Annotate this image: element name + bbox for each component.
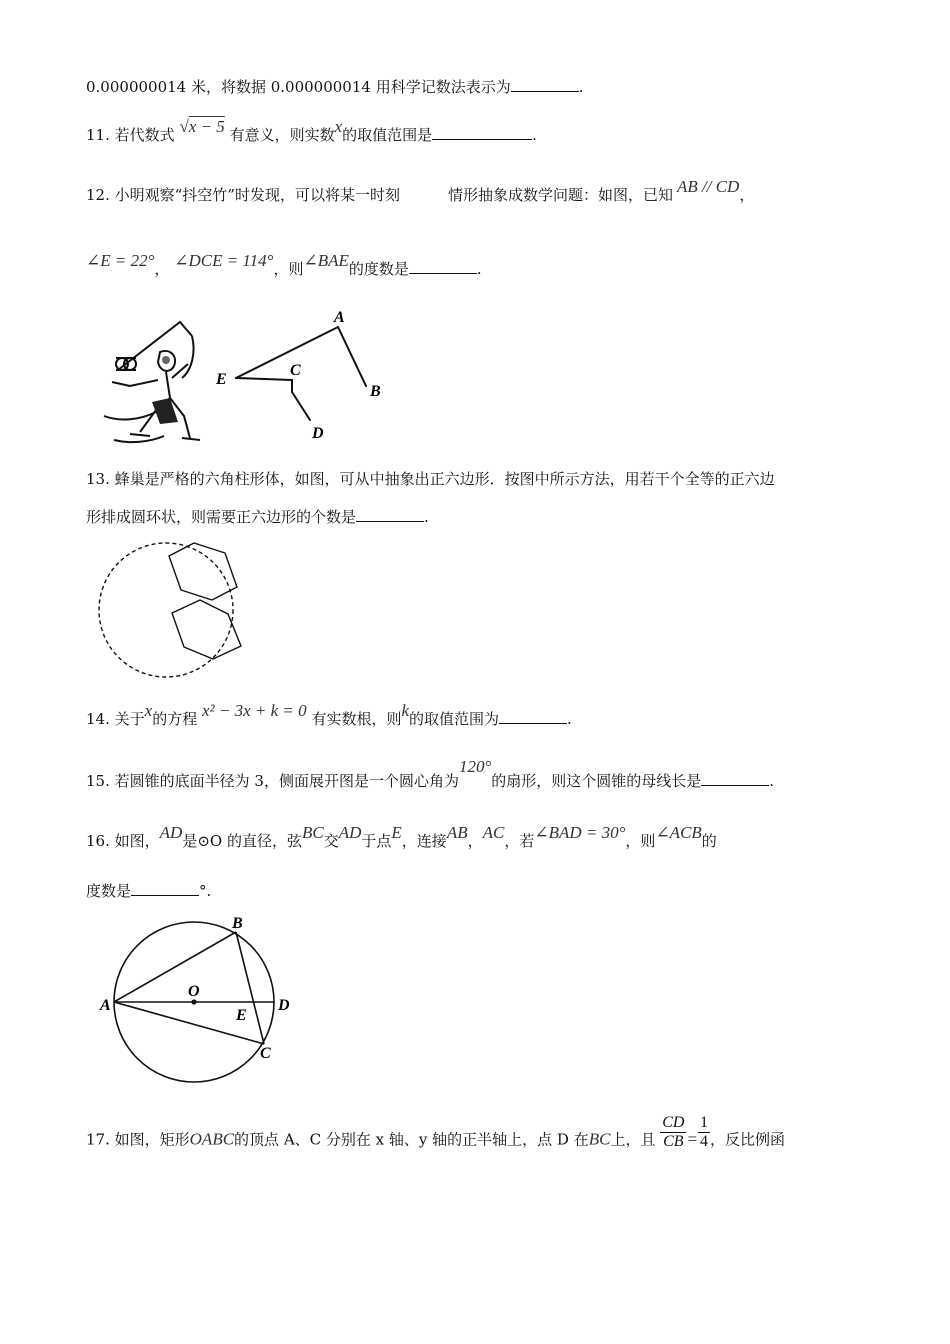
q16-circle-figure: [96, 912, 296, 1088]
q16-line1: 16. 如图，AD是⊙O 的直径，弦BC交AD于点E，连接AB，AC，若∠BAD = 30°，则∠ACB的: [86, 823, 717, 850]
q15-answer-blank[interactable]: [701, 771, 769, 786]
q16-number: 16.: [86, 832, 110, 850]
center-dot: [191, 999, 196, 1004]
q10-tail-line: 0.000000014 米，将数据 0.000000014 用科学记数法表示为 .: [86, 78, 584, 96]
label-c: C: [260, 1045, 271, 1062]
label-d: D: [312, 425, 324, 442]
q12-geometry-figure: [210, 300, 390, 446]
segment-cd: [292, 392, 310, 420]
label-o: O: [188, 983, 200, 1000]
q15-line: 15. 若圆锥的底面半径为 3，侧面展开图是一个圆心角为120°的扇形，则这个圆锥的母线长是 .: [86, 757, 775, 790]
q13-number: 13.: [86, 470, 110, 488]
q13-answer-blank[interactable]: [356, 507, 424, 522]
q12-angle-bae: ∠BAE: [303, 251, 349, 270]
label-d: D: [278, 997, 290, 1014]
dashed-circle: [99, 543, 233, 677]
label-b: B: [370, 383, 381, 400]
q14-answer-blank[interactable]: [499, 709, 567, 724]
q16-condition: ∠BAD = 30°: [534, 823, 626, 842]
q10-answer-blank[interactable]: [511, 77, 579, 92]
q12-number: 12.: [86, 186, 110, 204]
label-a: A: [334, 309, 345, 326]
q12-line1: 12. 小明观察“抖空竹”时发现，可以将某一时刻 情形抽象成数学问题：如图，已知 AB // CD，: [86, 177, 755, 204]
q17-line: 17. 如图，矩形OABC的顶点 A、C 分别在 x 轴、y 轴的正半轴上，点 D 在BC上，且 $\frac{CD}{CB}$ = $\frac{1}{4}$ ，反比例函: [86, 1114, 785, 1150]
hexagon-lower: [172, 600, 241, 659]
q13-hexagon-ring-figure: [96, 540, 262, 682]
q12-parallel-condition: AB // CD: [677, 177, 740, 196]
q17-number: 17.: [86, 1130, 110, 1149]
q12-line2: ∠E = 22°， ∠DCE = 114°，则∠BAE的度数是 .: [86, 251, 482, 278]
chord-bc: [236, 932, 264, 1044]
label-c: C: [290, 362, 301, 379]
segment-ec: [236, 378, 292, 380]
q16-line2: 度数是 °.: [86, 882, 212, 900]
q14-equation: x² − 3x + k = 0: [202, 701, 307, 720]
q11-line: 11. 若代数式 √x − 5 有意义，则实数x的取值范围是 .: [86, 117, 537, 144]
label-a: A: [100, 997, 111, 1014]
diabolo-player-illustration: [100, 312, 204, 448]
q15-number: 15.: [86, 772, 110, 790]
q16-answer-blank[interactable]: [131, 881, 199, 896]
q11-radical: √x − 5: [179, 117, 225, 136]
q12-angle-dce: ∠DCE = 114°: [174, 251, 274, 270]
q13-line2: 形排成圆环状，则需要正六边形的个数是 .: [86, 508, 429, 526]
hexagon-upper: [169, 543, 237, 600]
label-e: E: [216, 371, 227, 388]
q10-text: 0.000000014 米，将数据 0.000000014 用科学记数法表示为: [86, 78, 511, 96]
q14-number: 14.: [86, 710, 110, 728]
q17-fraction-one-quarter: $\frac{1}{4}$: [699, 1114, 708, 1150]
q12-angle-e: ∠E = 22°: [86, 251, 155, 270]
q14-line: 14. 关于x的方程 x² − 3x + k = 0 有实数根，则k的取值范围为 .: [86, 701, 572, 728]
q13-line1: 13. 蜂巢是严格的六角柱形体，如图，可从中抽象出正六边形．按图中所示方法，用若干个全等的正六边: [86, 470, 775, 488]
q17-fraction-cd-cb: $\frac{CD}{CB}$: [662, 1114, 685, 1150]
label-b: B: [232, 915, 243, 932]
q11-answer-blank[interactable]: [432, 125, 532, 140]
q15-angle: 120°: [458, 757, 492, 776]
chord-ab: [114, 932, 236, 1002]
label-e: E: [236, 1007, 247, 1024]
segment-ab: [338, 327, 366, 386]
q12-answer-blank[interactable]: [409, 259, 477, 274]
segment-ea: [236, 327, 338, 378]
q11-number: 11.: [86, 126, 110, 144]
